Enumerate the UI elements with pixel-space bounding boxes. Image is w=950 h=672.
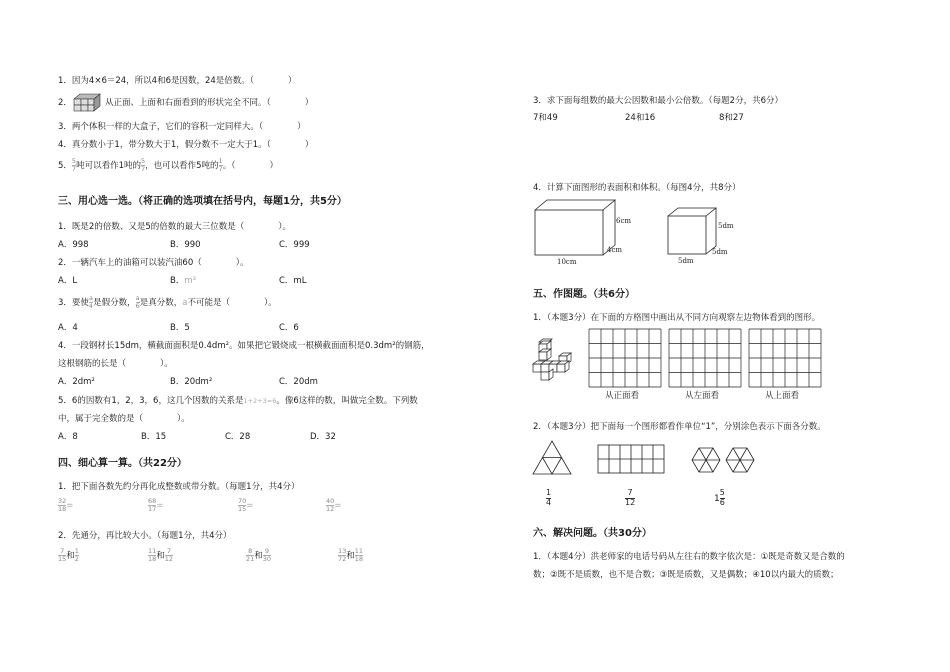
section-4-title: 四、细心算一算。（共22分） <box>58 458 187 469</box>
hexagons-shape[interactable] <box>691 446 759 476</box>
gcd-item: 8和27 <box>719 113 744 123</box>
option: A．998 <box>58 240 89 250</box>
cube-stack-icon <box>72 91 102 113</box>
judge-q1: 1．因为4×6＝24，所以4和6是因数，24是倍数。（ ） <box>58 76 297 86</box>
calc-item: $\frac{68}{17}$ = <box>148 497 164 513</box>
compare-item: $\frac{13}{72}$ 和$\frac{11}{18}$ <box>338 547 364 563</box>
judge-q3: 3．两个体积一样的大盒子，它们的容积一定同样大。（ ） <box>58 122 306 132</box>
option: B．5 <box>170 323 190 333</box>
cuboid-length-label: 10cm <box>557 258 577 266</box>
option: C．6 <box>279 323 299 333</box>
judge-q2-num: 2． <box>58 98 72 108</box>
compare-item: $\frac{8}{21}$ 和$\frac{9}{30}$ <box>246 547 272 563</box>
judge-q2: 从正面、上面和右面看到的形状完全不同。（ ） <box>105 98 314 108</box>
cuboid-width-label: 4cm <box>607 246 623 254</box>
fraction: $\frac{1}{7}$ <box>218 157 223 173</box>
calc-item: $\frac{40}{12}$ = <box>326 497 342 513</box>
view-label-top: 从上面看 <box>765 391 800 401</box>
option: C．999 <box>279 240 310 250</box>
calc-p1: 1．把下面各数先约分再化成整数或带分数。（每题1分，共4分） <box>58 482 300 492</box>
section-6-title: 六、解决问题。（共30分） <box>533 528 652 539</box>
cube-edge-label: 5dm <box>678 257 694 265</box>
option: A．2dm² <box>58 377 95 387</box>
fraction: $\frac{5}{7}$ <box>71 157 77 173</box>
gcd-item: 7和49 <box>533 113 558 123</box>
choice-q4-line2: 这根钢筋的长是（ ）。 <box>58 359 173 369</box>
grid-top-view[interactable] <box>748 328 822 388</box>
option: A．8 <box>58 432 78 442</box>
option: B．990 <box>170 240 201 250</box>
section-5-title: 五、作图题。（共6分） <box>533 289 635 300</box>
gcd-lcm-question: 3．求下面每组数的最大公因数和最小公倍数。（每题2分，共6分） <box>533 96 783 106</box>
triangle-shape[interactable] <box>531 439 573 477</box>
cube-edge-label: 5dm <box>718 222 734 230</box>
section-3-title: 三、用心选一选。（将正确的选项填在括号内，每题1分，共5分） <box>58 196 347 207</box>
option: A．4 <box>58 323 78 333</box>
cube-edge-label: 5dm <box>712 248 728 256</box>
grid-left-view[interactable] <box>668 328 742 388</box>
surface-volume-question: 4．计算下面图形的表面积和体积。（每图4分，共8分） <box>533 183 741 193</box>
draw-q2: 2．（本题3分）把下面每一个图形都看作单位“1”，分别涂色表示下面各分数。 <box>533 422 826 432</box>
option: A．L <box>58 276 78 286</box>
grid-front-view[interactable] <box>588 328 662 388</box>
option: B．m³ <box>170 276 197 286</box>
fraction: $\frac{5}{7}$ <box>140 157 146 173</box>
calc-p2: 2．先通分，再比较大小。（每题1分，共4分） <box>58 531 232 541</box>
cube-figure <box>666 206 736 268</box>
choice-q2: 2．一辆汽车上的油箱可以装汽油60（ ）。 <box>58 258 249 268</box>
fraction: $\frac{a}{6}$ <box>135 294 140 310</box>
compare-item: $\frac{11}{18}$ 和$\frac{7}{12}$ <box>148 547 174 563</box>
solve-q1-line2: 数；②既不是质数，也不是合数；③既是质数，又是偶数；④10以内最大的质数； <box>533 570 839 580</box>
judge-q4: 4．真分数小于1，带分数大于1，假分数不一定大于1。（ ） <box>58 140 314 150</box>
option: C．28 <box>225 432 251 442</box>
choice-q4: 4．一段钢材长15dm，横截面面积是0.4dm²。如果把它锻烧成一根横截面面积是0.3dm²的钢筋， <box>58 341 430 351</box>
choice-q3: 3．要使$\frac{a}{4}$ 是假分数，$\frac{a}{6}$ 是真分数，a不可能是（ ）。 <box>58 294 277 310</box>
fraction-label-3: $1\frac{5}{6}$ <box>714 488 725 507</box>
judge-q5: 5．$\frac{5}{7}$ 吨可以看作1吨的$\frac{5}{7}$ ，也可以看作5吨的$\frac{1}{7}$ 。（ ） <box>58 157 278 173</box>
view-label-left: 从左面看 <box>685 391 720 401</box>
choice-q5-line2: 中，属于完全数的是（ ）。 <box>58 414 190 424</box>
option: C．20dm <box>279 377 318 387</box>
cuboid-height-label: 6cm <box>616 217 632 225</box>
draw-q1: 1．（本题3分）在下面的方格图中画出从不同方向观察左边物体看到的图形。 <box>533 313 821 323</box>
fraction-label-2: $\frac{7}{12}$ <box>625 488 636 507</box>
gcd-item: 24和16 <box>625 113 656 123</box>
option: B．15 <box>141 432 167 442</box>
compare-item: $\frac{7}{15}$ 和$\frac{1}{2}$ <box>58 547 79 563</box>
solve-q1: 1．（本题4分）洪老师家的电话号码从左往右的数字依次是：①既是奇数又是合数的 <box>533 552 845 562</box>
choice-q1: 1．既是2的倍数、又是5的倍数的最大三位数是（ ）。 <box>58 222 291 232</box>
fraction-label-1: $\frac{1}{4}$ <box>546 488 552 507</box>
fraction: $\frac{a}{4}$ <box>88 294 94 310</box>
option: B．20dm² <box>170 377 213 387</box>
option: C．mL <box>279 276 307 286</box>
choice-q5: 5．6的因数有1，2，3，6，这几个因数的关系是1+2+3=6。像6这样的数，叫做完全数。下列数 <box>58 396 418 406</box>
view-label-front: 从正面看 <box>605 391 640 401</box>
calc-item: $\frac{32}{18}$ = <box>58 497 74 513</box>
calc-item: $\frac{70}{15}$ = <box>238 497 254 513</box>
stacked-cubes-figure <box>531 340 581 384</box>
option: D．32 <box>310 432 336 442</box>
cuboid-figure <box>533 198 632 268</box>
rect-grid-shape[interactable] <box>597 444 665 474</box>
